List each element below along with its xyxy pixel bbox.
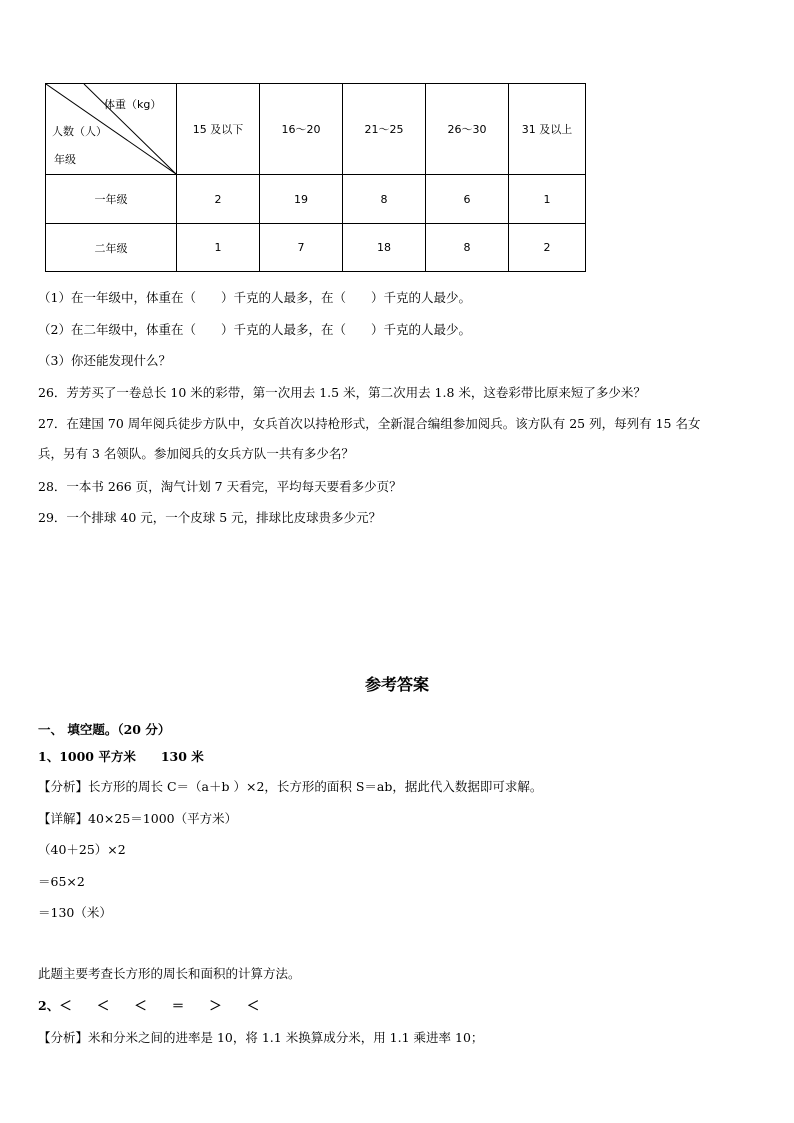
table-cell: 1	[177, 224, 260, 272]
table-cell: 1	[509, 175, 586, 224]
column-header: 16～20	[260, 84, 343, 175]
question-3: （3）你还能发现什么？	[38, 353, 171, 368]
table-cell: 8	[343, 175, 426, 224]
row-label: 一年级	[46, 175, 177, 224]
problem-28: 28．一本书 266 页，淘气计划 7 天看完，平均每天要看多少页？	[38, 479, 402, 494]
column-header: 31 及以上	[509, 84, 586, 175]
table-cell: 19	[260, 175, 343, 224]
column-header: 21～25	[343, 84, 426, 175]
table-row	[46, 175, 586, 224]
table-cell: 7	[260, 224, 343, 272]
diagonal-header-cell	[46, 84, 177, 175]
section-1-heading: 一、 填空题。（20 分）	[38, 722, 171, 737]
table-cell: 2	[177, 175, 260, 224]
column-header: 15 及以下	[177, 84, 260, 175]
header-count-label: 人数（人）	[52, 125, 107, 138]
table-cell: 2	[509, 224, 586, 272]
table-header-row	[46, 84, 586, 175]
column-header: 26～30	[426, 84, 509, 175]
problem-26: 26．芳芳买了一卷总长 10 米的彩带，第一次用去 1.5 米，第二次用去 1.8 米，这卷彩带比原来短了多少米？	[38, 385, 646, 400]
header-weight-label: 体重（kg）	[104, 98, 162, 111]
answer-2-analysis: 【分析】米和分米之间的进率是 10，将 1.1 米换算成分米，用 1.1 乘进率 10；	[38, 1030, 484, 1045]
problem-29: 29．一个排球 40 元，一个皮球 5 元，排球比皮球贵多少元？	[38, 510, 382, 525]
answer-1-step-1: （40＋25）×2	[38, 842, 126, 857]
table-row	[46, 224, 586, 272]
problem-27-line-2: 兵，另有 3 名领队。参加阅兵的女兵方队一共有多少名？	[38, 446, 354, 461]
weight-table	[45, 83, 586, 272]
answers-title: 参考答案	[364, 675, 429, 694]
answer-2: 2、＜ ＜ ＜ ＝ ＞ ＜	[38, 998, 260, 1013]
answer-1-step-3: ＝130（米）	[38, 905, 112, 920]
table-cell: 8	[426, 224, 509, 272]
question-1: （1）在一年级中，体重在（ ）千克的人最多，在（ ）千克的人最少。	[38, 290, 471, 305]
problem-27-line-1: 27．在建国 70 周年阅兵徒步方队中，女兵首次以持枪形式，全新混合编组参加阅兵。该方队有 25 列，每列有 15 名女	[38, 416, 701, 431]
answer-1-summary: 此题主要考查长方形的周长和面积的计算方法。	[38, 966, 301, 981]
row-label: 二年级	[46, 224, 177, 272]
header-grade-label: 年级	[54, 153, 76, 166]
answer-1-detail: 【详解】40×25＝1000（平方米）	[38, 811, 238, 826]
question-2: （2）在二年级中，体重在（ ）千克的人最多，在（ ）千克的人最少。	[38, 322, 471, 337]
table-cell: 6	[426, 175, 509, 224]
answer-1-analysis: 【分析】长方形的周长 C＝（a＋b ）×2，长方形的面积 S＝ab，据此代入数据即可求解。	[38, 779, 543, 794]
answer-1: 1、1000 平方米 130 米	[38, 749, 204, 764]
answer-1-step-2: ＝65×2	[38, 874, 85, 889]
table-cell: 18	[343, 224, 426, 272]
